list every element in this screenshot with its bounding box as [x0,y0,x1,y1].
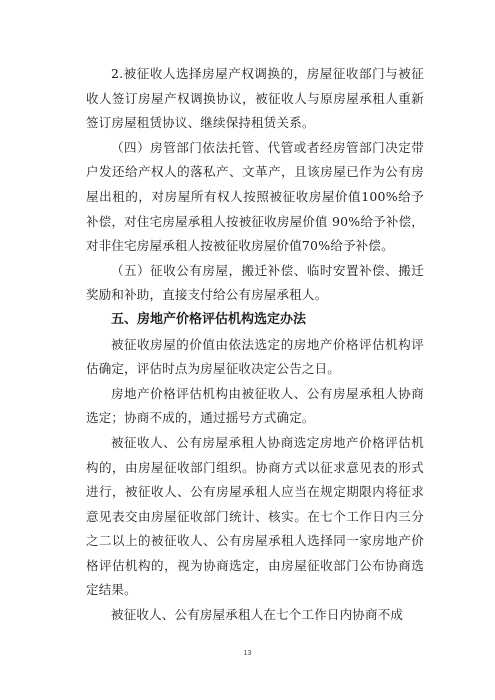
page-number: 13 [243,650,252,657]
paragraph-item-four: （四）房管部门依法托管、代管或者经房管部门决定带户发还给产权人的落私产、文革产，且该房屋已作为公有房屋出租的，对房屋所有权人按照被征收房屋价值100%给予补偿，对住宅房屋承租人按被征收房屋价值 90%给予补偿，对非住宅房屋承租人按被征收房屋价值70%给予补偿。 [86,139,424,254]
paragraph-appraisal-value: 被征收房屋的价值由依法选定的房地产价格评估机构评估确定，评估时点为房屋征收决定公告之日。 [86,336,424,377]
paragraph-appraisal-selection: 房地产价格评估机构由被征收人、公有房屋承租人协商选定；协商不成的，通过摇号方式确定。 [86,385,424,426]
paragraph-consultation-process: 被征收人、公有房屋承租人协商选定房地产价格评估机构的，由房屋征收部门组织。协商方式以征求意见表的形式进行，被征收人、公有房屋承租人应当在规定期限内将征求意见表交由房屋征收部门统计、核实。在七个工作日内三分之二以上的被征收人、公有房屋承租人选择同一家房地产价格评估机构的，视为协商选定，由房屋征收部门公布协商选定结果。 [86,434,424,598]
paragraph-consultation-failure: 被征收人、公有房屋承租人在七个工作日内协商不成 [111,607,404,623]
paragraph-item-five: （五）征收公有房屋，搬迁补偿、临时安置补偿、搬迁奖励和补助，直接支付给公有房屋承租人。 [86,262,424,303]
paragraph-property-exchange: 2.被征收人选择房屋产权调换的，房屋征收部门与被征收人签订房屋产权调换协议，被征收人与原房屋承租人重新签订房屋租赁协议、继续保持租赁关系。 [86,66,424,131]
document-body [86,62,424,628]
section-heading-appraisal: 五、房地产价格评估机构选定办法 [111,311,307,327]
